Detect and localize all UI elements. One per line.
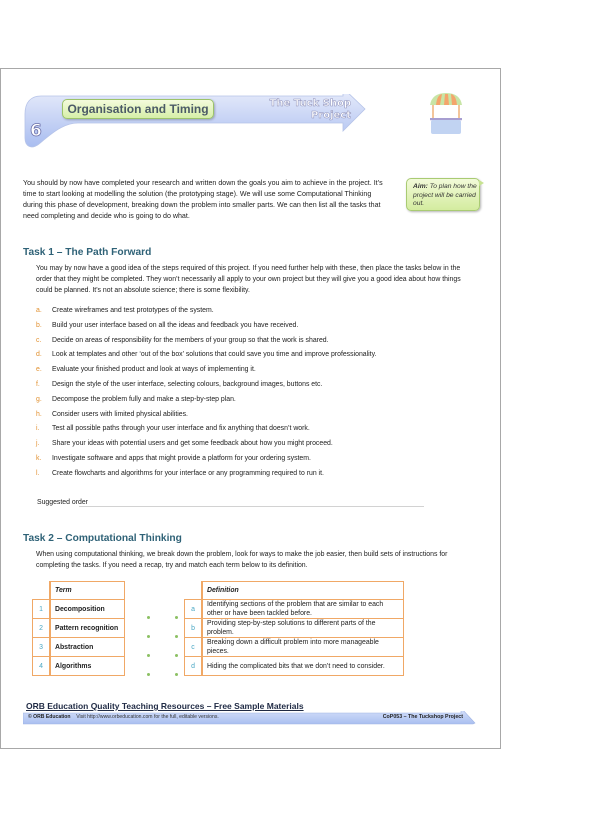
task-letter: l. [36, 469, 40, 477]
task-item [36, 364, 456, 379]
terms-table [32, 581, 125, 676]
definition-row [185, 638, 404, 657]
definition-letter: b [185, 619, 203, 638]
task1-list [36, 305, 456, 483]
definition-match-dot[interactable] [175, 616, 178, 619]
task-text: Decompose the problem fully and make a step-by-step plan. [52, 395, 236, 403]
market-stall-icon [426, 91, 466, 142]
task-letter: f. [36, 380, 40, 388]
term-match-dot[interactable] [147, 654, 150, 657]
task-text: Share your ideas with potential users and get some feedback about how you might proceed. [52, 440, 333, 448]
definition-row [185, 657, 404, 676]
term-number: 1 [33, 600, 51, 619]
task-text: Design the style of the user interface, selecting colours, background images, buttons etc. [52, 380, 323, 388]
footer-left [28, 714, 219, 720]
chapter-banner [23, 94, 383, 150]
definition-row [185, 600, 404, 619]
task-text: Build your user interface based on all the ideas and feedback you have received. [52, 321, 299, 329]
task-text: Create wireframes and test prototypes of the system. [52, 307, 214, 314]
task-item [36, 423, 456, 438]
task-item [36, 305, 456, 320]
task-letter: k. [36, 454, 42, 462]
definition-column-header: Definition [202, 582, 404, 600]
term-row [33, 600, 125, 619]
definitions-header-row [185, 582, 404, 600]
task-letter: c. [36, 336, 42, 344]
task1-heading: Task 1 – The Path Forward [23, 247, 152, 258]
term-row [33, 657, 125, 676]
task-text: Look at templates and other ‘out of the box’ solutions that could save you time and improve professionality. [52, 351, 377, 359]
definition-text: Hiding the complicated bits that we don’t need to consider. [202, 657, 404, 676]
term-column-header: Term [50, 582, 125, 600]
definition-letter: d [185, 657, 203, 676]
task-text: Consider users with limited physical abilities. [52, 410, 188, 418]
aim-label: Aim: [413, 183, 428, 190]
task-item [36, 335, 456, 350]
definition-match-dot[interactable] [175, 654, 178, 657]
task-item [36, 349, 456, 364]
footer-copyright: © ORB Education [28, 714, 71, 720]
project-label-line1: The Tuck Shop [269, 98, 351, 109]
task-letter: i. [36, 425, 40, 433]
aim-callout [406, 178, 480, 211]
chapter-number: 6 [30, 121, 42, 141]
task-item [36, 320, 456, 335]
terms-header-row [33, 582, 125, 600]
footer-visit-text: Visit http://www.orbeducation.com for the full, editable versions. [76, 714, 219, 720]
task2-heading: Task 2 – Computational Thinking [23, 533, 182, 544]
project-label [251, 98, 351, 122]
task-text: Create flowcharts and algorithms for your interface or any programming required to run it. [52, 469, 324, 477]
term-row [33, 619, 125, 638]
term-name: Abstraction [50, 638, 125, 657]
term-match-dot[interactable] [147, 635, 150, 638]
task-item [36, 453, 456, 468]
definition-row [185, 619, 404, 638]
task-letter: d. [36, 351, 42, 359]
task-letter: h. [36, 410, 42, 418]
definition-letter: a [185, 600, 203, 619]
chapter-title: Organisation and Timing [62, 99, 214, 119]
task-item [36, 379, 456, 394]
task-text: Test all possible paths through your user interface and fix anything that doesn’t work. [52, 425, 310, 433]
task1-instructions: You may by now have a good idea of the steps required of this project. If you need further help with these, then place the tasks below in the order that they might be completed. They won’t necessarily all apply to your own project but they will give you a good idea about how things could be planned. It’s not an absolute science; there is some flexibility. [36, 265, 461, 294]
term-number: 2 [33, 619, 51, 638]
term-name: Algorithms [50, 657, 125, 676]
suggested-order-input[interactable] [79, 506, 424, 507]
task-item [36, 394, 456, 409]
footer-bar [23, 711, 483, 725]
task-letter: a. [36, 307, 42, 314]
project-label-line2: Project [310, 110, 351, 121]
definition-text: Identifying sections of the problem that are similar to each other or have been tackled before. [202, 600, 404, 619]
task2-instructions: When using computational thinking, we break down the problem, look for ways to make the job easier, then build sets of instructions for completing the tasks. If you need a recap, try and match each term below to its definition. [36, 551, 448, 569]
term-row [33, 638, 125, 657]
definition-text: Breaking down a difficult problem into more manageable pieces. [202, 638, 404, 657]
term-number: 3 [33, 638, 51, 657]
aim-callout-tail [479, 180, 484, 186]
definition-text: Providing step-by-step solutions to different parts of the problem. [202, 619, 404, 638]
definition-letter: c [185, 638, 203, 657]
term-name: Decomposition [50, 600, 125, 619]
task-letter: e. [36, 366, 42, 374]
task-text: Evaluate your finished product and look at ways of implementing it. [52, 366, 256, 374]
intro-paragraph: You should by now have completed your research and written down the goals you aim to achieve in the project. It’s time to start looking at modelling the solution (the prototyping stage). We will use some Computational Thinking during this phase of development, breaking down the problem into smaller parts. We can then list all the tasks that need completing and decide who is going to do what. [23, 179, 383, 220]
task-letter: b. [36, 321, 42, 329]
suggested-order-label: Suggested order [37, 499, 88, 506]
definition-match-dot[interactable] [175, 635, 178, 638]
definitions-table [184, 581, 404, 676]
footer-title[interactable]: ORB Education Quality Teaching Resources – Free Sample Materials [26, 701, 304, 711]
task-item [36, 438, 456, 453]
task-text: Decide on areas of responsibility for the members of your group so that the work is shared. [52, 336, 329, 344]
footer-product-code: CoP053 – The Tuckshop Project [382, 714, 463, 720]
worksheet-page [0, 68, 501, 749]
task-item [36, 468, 456, 483]
task-letter: j. [36, 440, 40, 448]
task-item [36, 409, 456, 424]
term-match-dot[interactable] [147, 616, 150, 619]
term-match-dot[interactable] [147, 673, 150, 676]
task-text: Investigate software and apps that might provide a platform for your ordering system. [52, 454, 311, 462]
task-letter: g. [36, 395, 42, 403]
aim-text: To plan how the project will be carried out. [413, 183, 477, 207]
term-number: 4 [33, 657, 51, 676]
term-name: Pattern recognition [50, 619, 125, 638]
definition-match-dot[interactable] [175, 673, 178, 676]
